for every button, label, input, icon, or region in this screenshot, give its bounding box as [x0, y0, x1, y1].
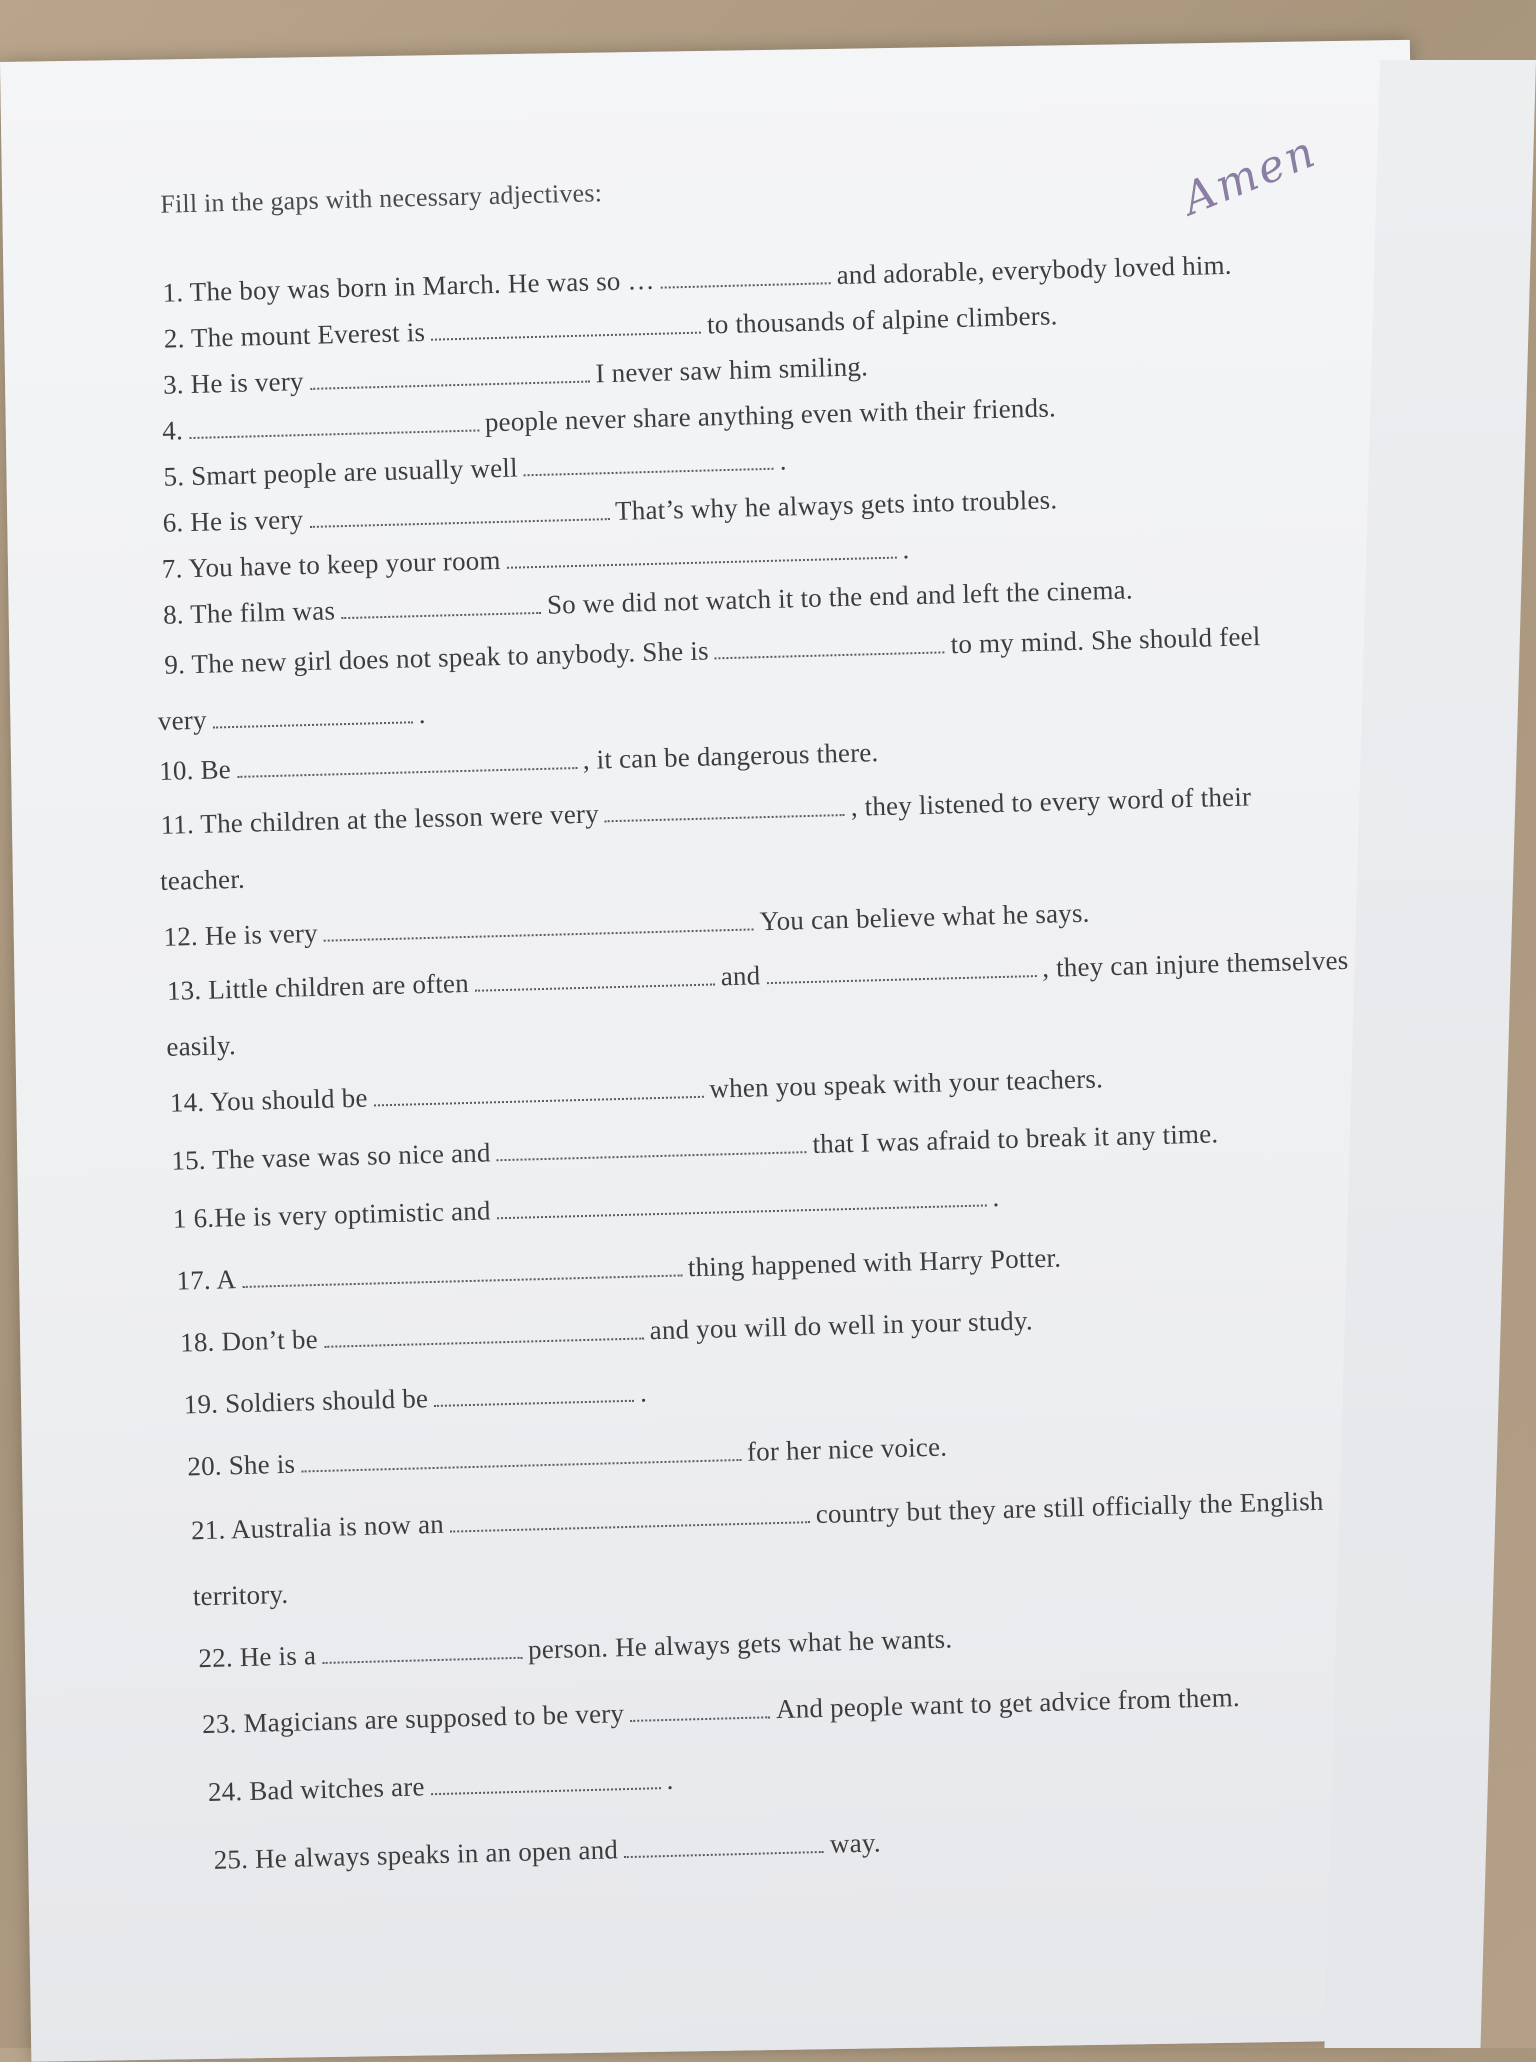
blank[interactable]	[310, 380, 590, 390]
exercise-line: 20. She is for her nice voice.	[187, 1431, 948, 1482]
blank[interactable]	[189, 428, 479, 439]
exercise-line: very .	[157, 698, 426, 736]
exercise-line: 4. people never share anything even with their friends.	[161, 392, 1057, 446]
blank[interactable]	[341, 611, 541, 619]
blank[interactable]	[630, 1715, 770, 1722]
blank[interactable]	[237, 766, 577, 778]
exercise-line: 15. The vase was so nice and that I was afraid to break it any time.	[171, 1118, 1219, 1176]
blank[interactable]	[524, 467, 774, 477]
exercise-line: 6. He is very That’s why he always gets into troubles.	[162, 484, 1058, 538]
blank[interactable]	[507, 556, 897, 569]
exercise-line: teacher.	[159, 863, 246, 896]
blank[interactable]	[431, 331, 701, 341]
exercise-line: territory.	[192, 1578, 289, 1612]
blank[interactable]	[624, 1850, 824, 1858]
exercise-line: 10. Be , it can be dangerous there.	[158, 737, 879, 786]
exercise-line: 1. The boy was born in March. He was so … and adorable, everybody loved him.	[162, 249, 1233, 308]
exercise-line: 25. He always speaks in an open and way.	[213, 1827, 882, 1875]
exercise-line: 22. He is a person. He always gets what he wants.	[198, 1623, 953, 1674]
exercise-line: 5. Smart people are usually well .	[163, 445, 787, 492]
exercise-line: 18. Don’t be and you will do well in your study.	[179, 1305, 1034, 1358]
blank[interactable]	[434, 1399, 634, 1407]
blank[interactable]	[431, 1786, 661, 1795]
blank[interactable]	[450, 1520, 810, 1532]
exercise-line: 24. Bad witches are .	[207, 1764, 674, 1808]
blank[interactable]	[374, 1095, 704, 1107]
exercise-line: 2. The mount Everest is to thousands of alpine climbers.	[163, 300, 1058, 354]
exercise-line: 3. He is very I never saw him smiling.	[162, 351, 869, 400]
blank[interactable]	[309, 517, 609, 528]
blank[interactable]	[213, 720, 413, 728]
blank[interactable]	[766, 974, 1036, 984]
exercise-line: 13. Little children are often and , they can injure themselves	[166, 944, 1349, 1006]
exercise-line: 1 6.He is very optimistic and .	[172, 1182, 1000, 1234]
blank[interactable]	[605, 813, 845, 822]
exercise-line: 8. The film was So we did not watch it to the end and left the cinema.	[162, 574, 1134, 630]
blank[interactable]	[475, 982, 715, 991]
blank[interactable]	[497, 1150, 807, 1161]
exercise-line: 9. The new girl does not speak to anybody. She is to my mind. She should feel	[164, 621, 1261, 680]
exercise-line: 17. A thing happened with Harry Potter.	[176, 1242, 1062, 1296]
worksheet-title: Fill in the gaps with necessary adjectives:	[159, 178, 603, 219]
exercise-line: 12. He is very You can believe what he says.	[163, 897, 1090, 952]
exercise-line: 14. You should be when you speak with your teachers.	[169, 1063, 1104, 1118]
blank[interactable]	[324, 1336, 644, 1347]
exercise-line: 21. Australia is now an country but they are still officially the English	[190, 1485, 1324, 1546]
blank[interactable]	[661, 281, 831, 288]
blank[interactable]	[715, 650, 945, 659]
handwritten-signature: Amen	[1175, 125, 1325, 226]
exercise-line: easily.	[166, 1030, 237, 1062]
exercise-line: 11. The children at the lesson were very , they listened to every word of their	[160, 781, 1252, 840]
exercise-line: 7. You have to keep your room .	[161, 534, 910, 584]
exercise-line: 23. Magicians are supposed to be very And people want to get advice from them.	[201, 1681, 1241, 1740]
blank[interactable]	[322, 1656, 522, 1664]
exercise-line: 19. Soldiers should be .	[183, 1377, 648, 1420]
